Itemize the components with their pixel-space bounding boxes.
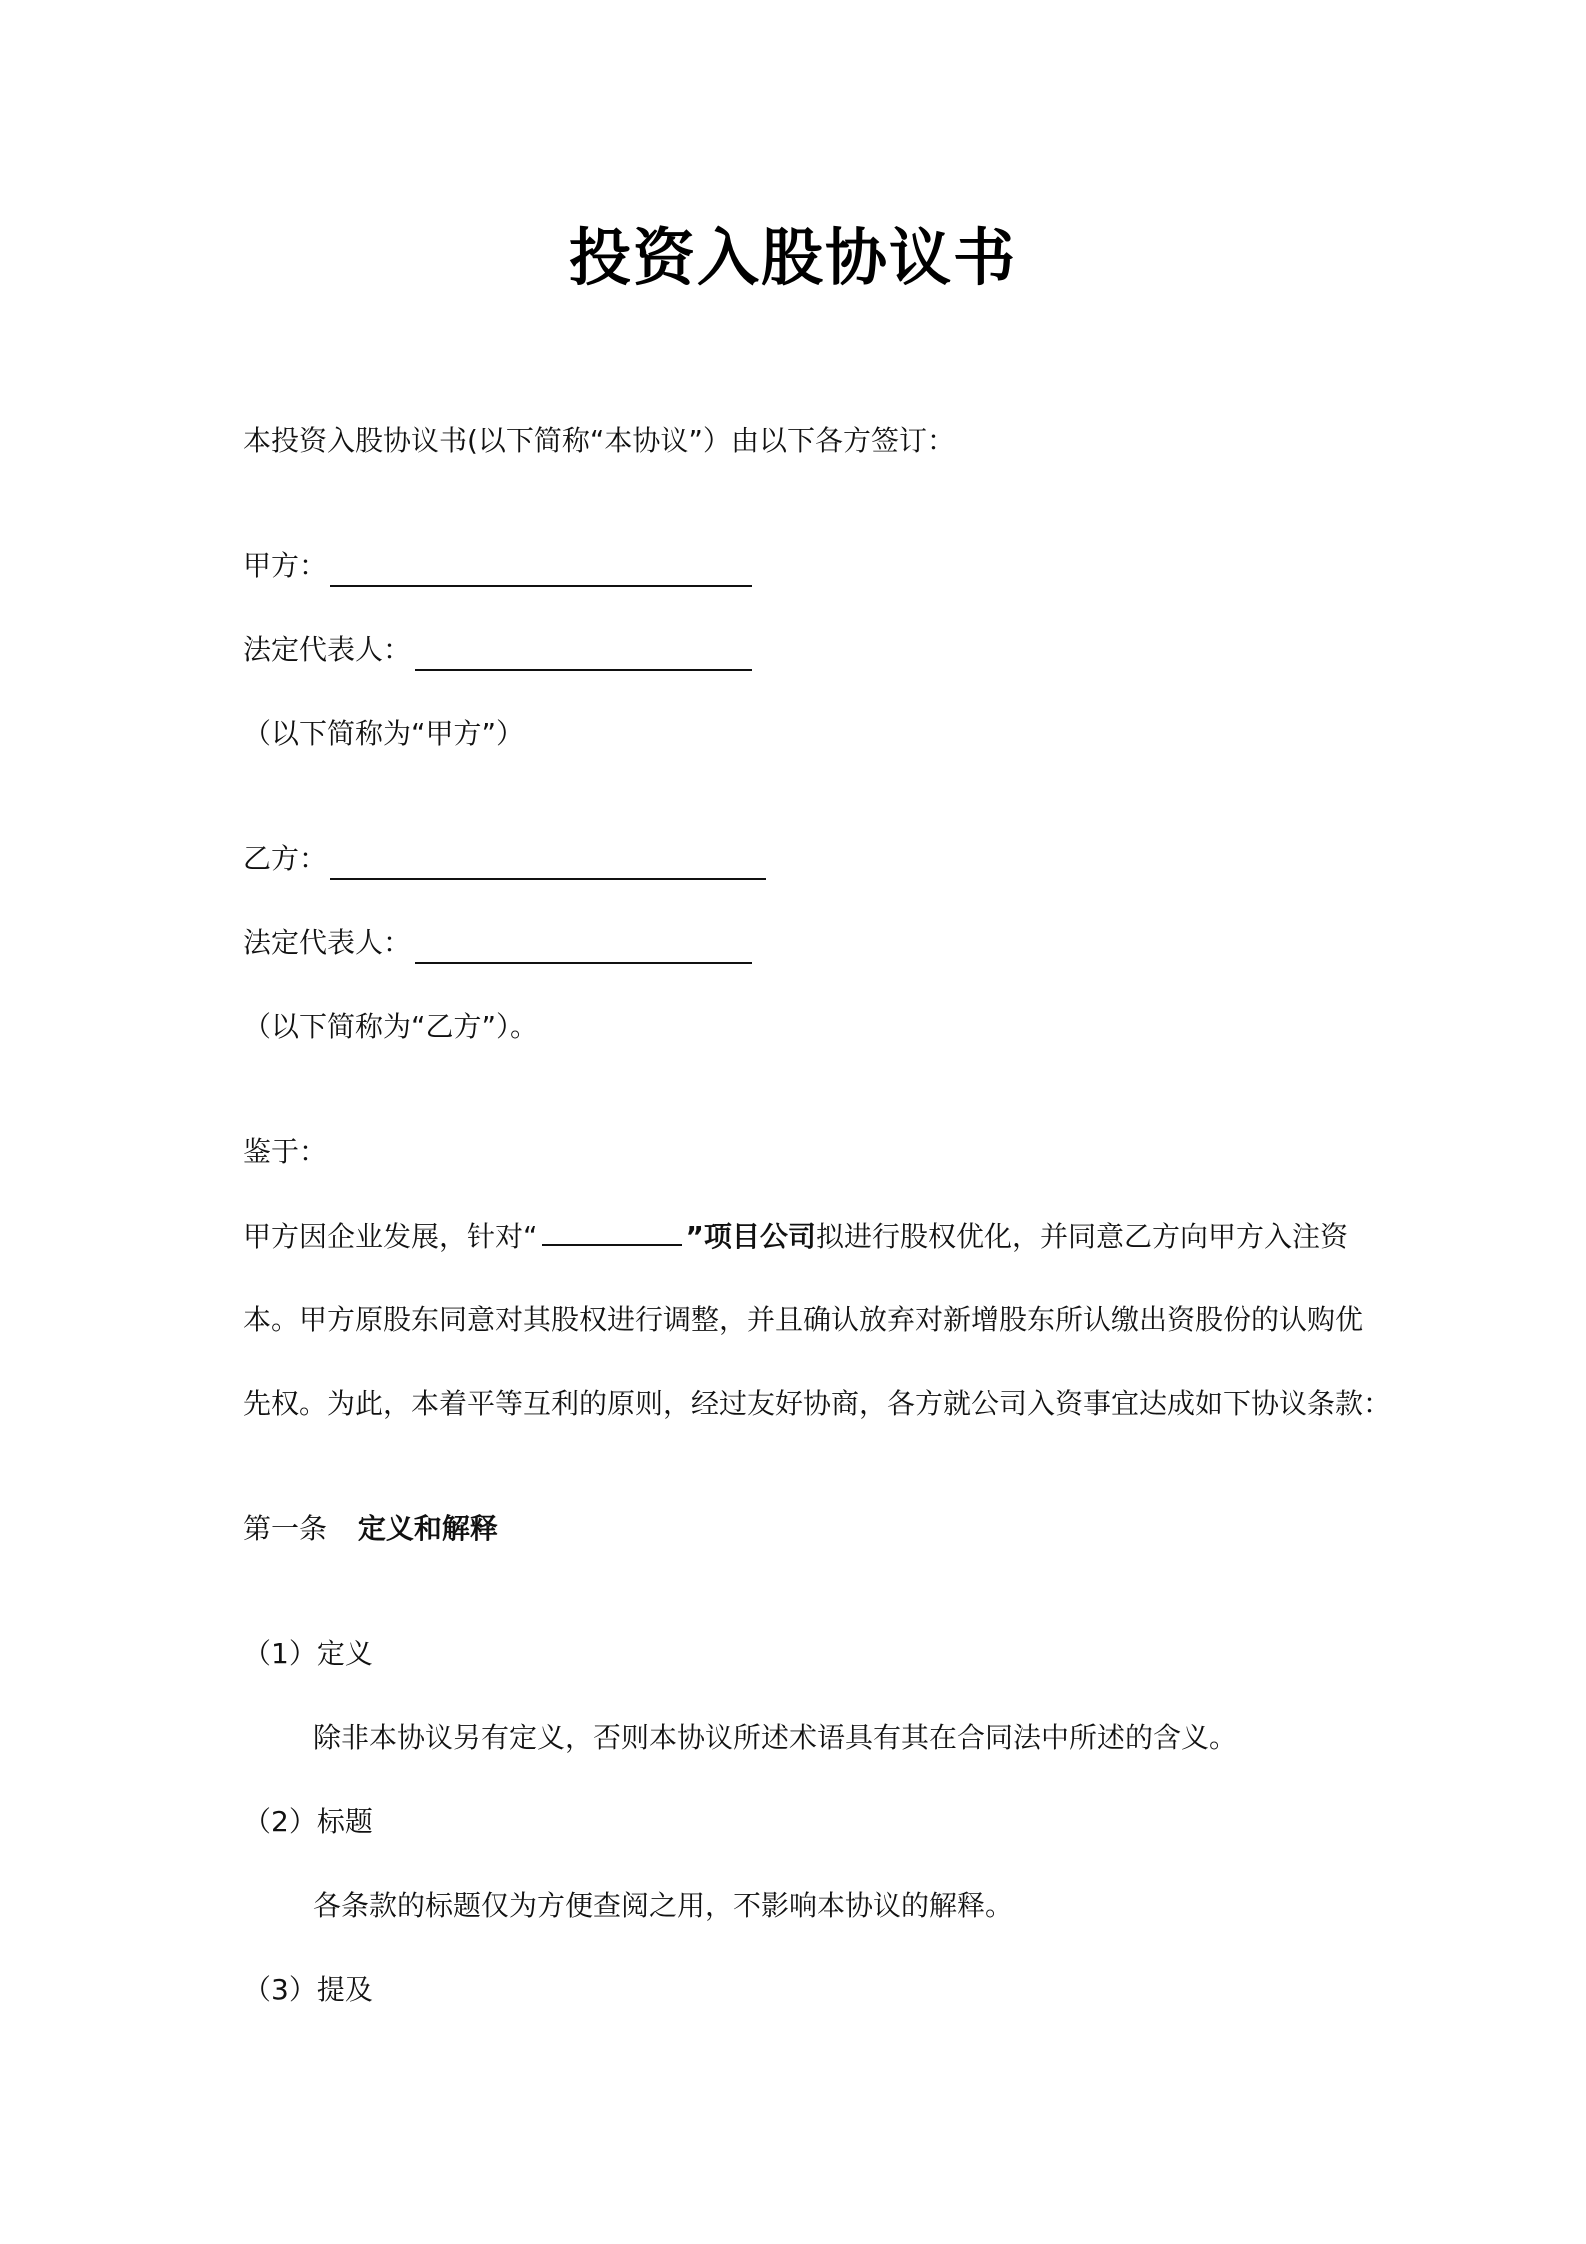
item-1-label: （1）定义	[243, 1637, 373, 1670]
whereas-label: 鉴于：	[243, 1135, 328, 1168]
party-b-note: （以下简称为“乙方”）。	[243, 1010, 539, 1043]
party-b-label: 乙方：	[243, 842, 328, 875]
party-a-rep-blank-line	[415, 669, 752, 671]
article-1-title: 定义和解释	[357, 1512, 498, 1545]
party-a-note: （以下简称为“甲方”）	[243, 717, 525, 750]
recital-line-3: 先权。为此，本着平等互利的原则，经过友好协商，各方就公司入资事宜达成如下协议条款：	[243, 1387, 1392, 1420]
item-3-label: （3）提及	[243, 1973, 373, 2006]
party-b-rep-blank-line	[415, 962, 752, 964]
article-1-number: 第一条	[243, 1512, 328, 1545]
project-company-text: 项目公司	[703, 1220, 816, 1253]
recital-line-1	[243, 1218, 1348, 1255]
article-1-heading	[243, 1511, 498, 1547]
party-a-blank-line	[330, 585, 752, 587]
item-1-text: 除非本协议另有定义，否则本协议所述术语具有其在合同法中所述的含义。	[313, 1721, 1238, 1754]
item-2-text: 各条款的标题仅为方便查阅之用，不影响本协议的解释。	[313, 1889, 1014, 1922]
recital-line-1-start: 甲方因企业发展，针对“	[243, 1220, 538, 1253]
party-b-rep-label: 法定代表人：	[243, 926, 412, 959]
recital-line-2: 本。甲方原股东同意对其股权进行调整，并且确认放弃对新增股东所认缴出资股份的认购优	[243, 1303, 1364, 1336]
party-b-blank-line	[330, 878, 766, 880]
item-2-label: （2）标题	[243, 1805, 373, 1838]
recital-quote-close: ”	[685, 1220, 704, 1253]
party-a-rep-label: 法定代表人：	[243, 633, 412, 666]
project-blank-line	[542, 1218, 682, 1246]
party-a-label: 甲方：	[243, 549, 328, 582]
intro-paragraph: 本投资入股协议书(以下简称“本协议”）由以下各方签订：	[243, 424, 955, 457]
recital-line-1-end: 拟进行股权优化，并同意乙方向甲方入注资	[815, 1220, 1348, 1253]
document-title: 投资入股协议书	[568, 221, 1017, 294]
